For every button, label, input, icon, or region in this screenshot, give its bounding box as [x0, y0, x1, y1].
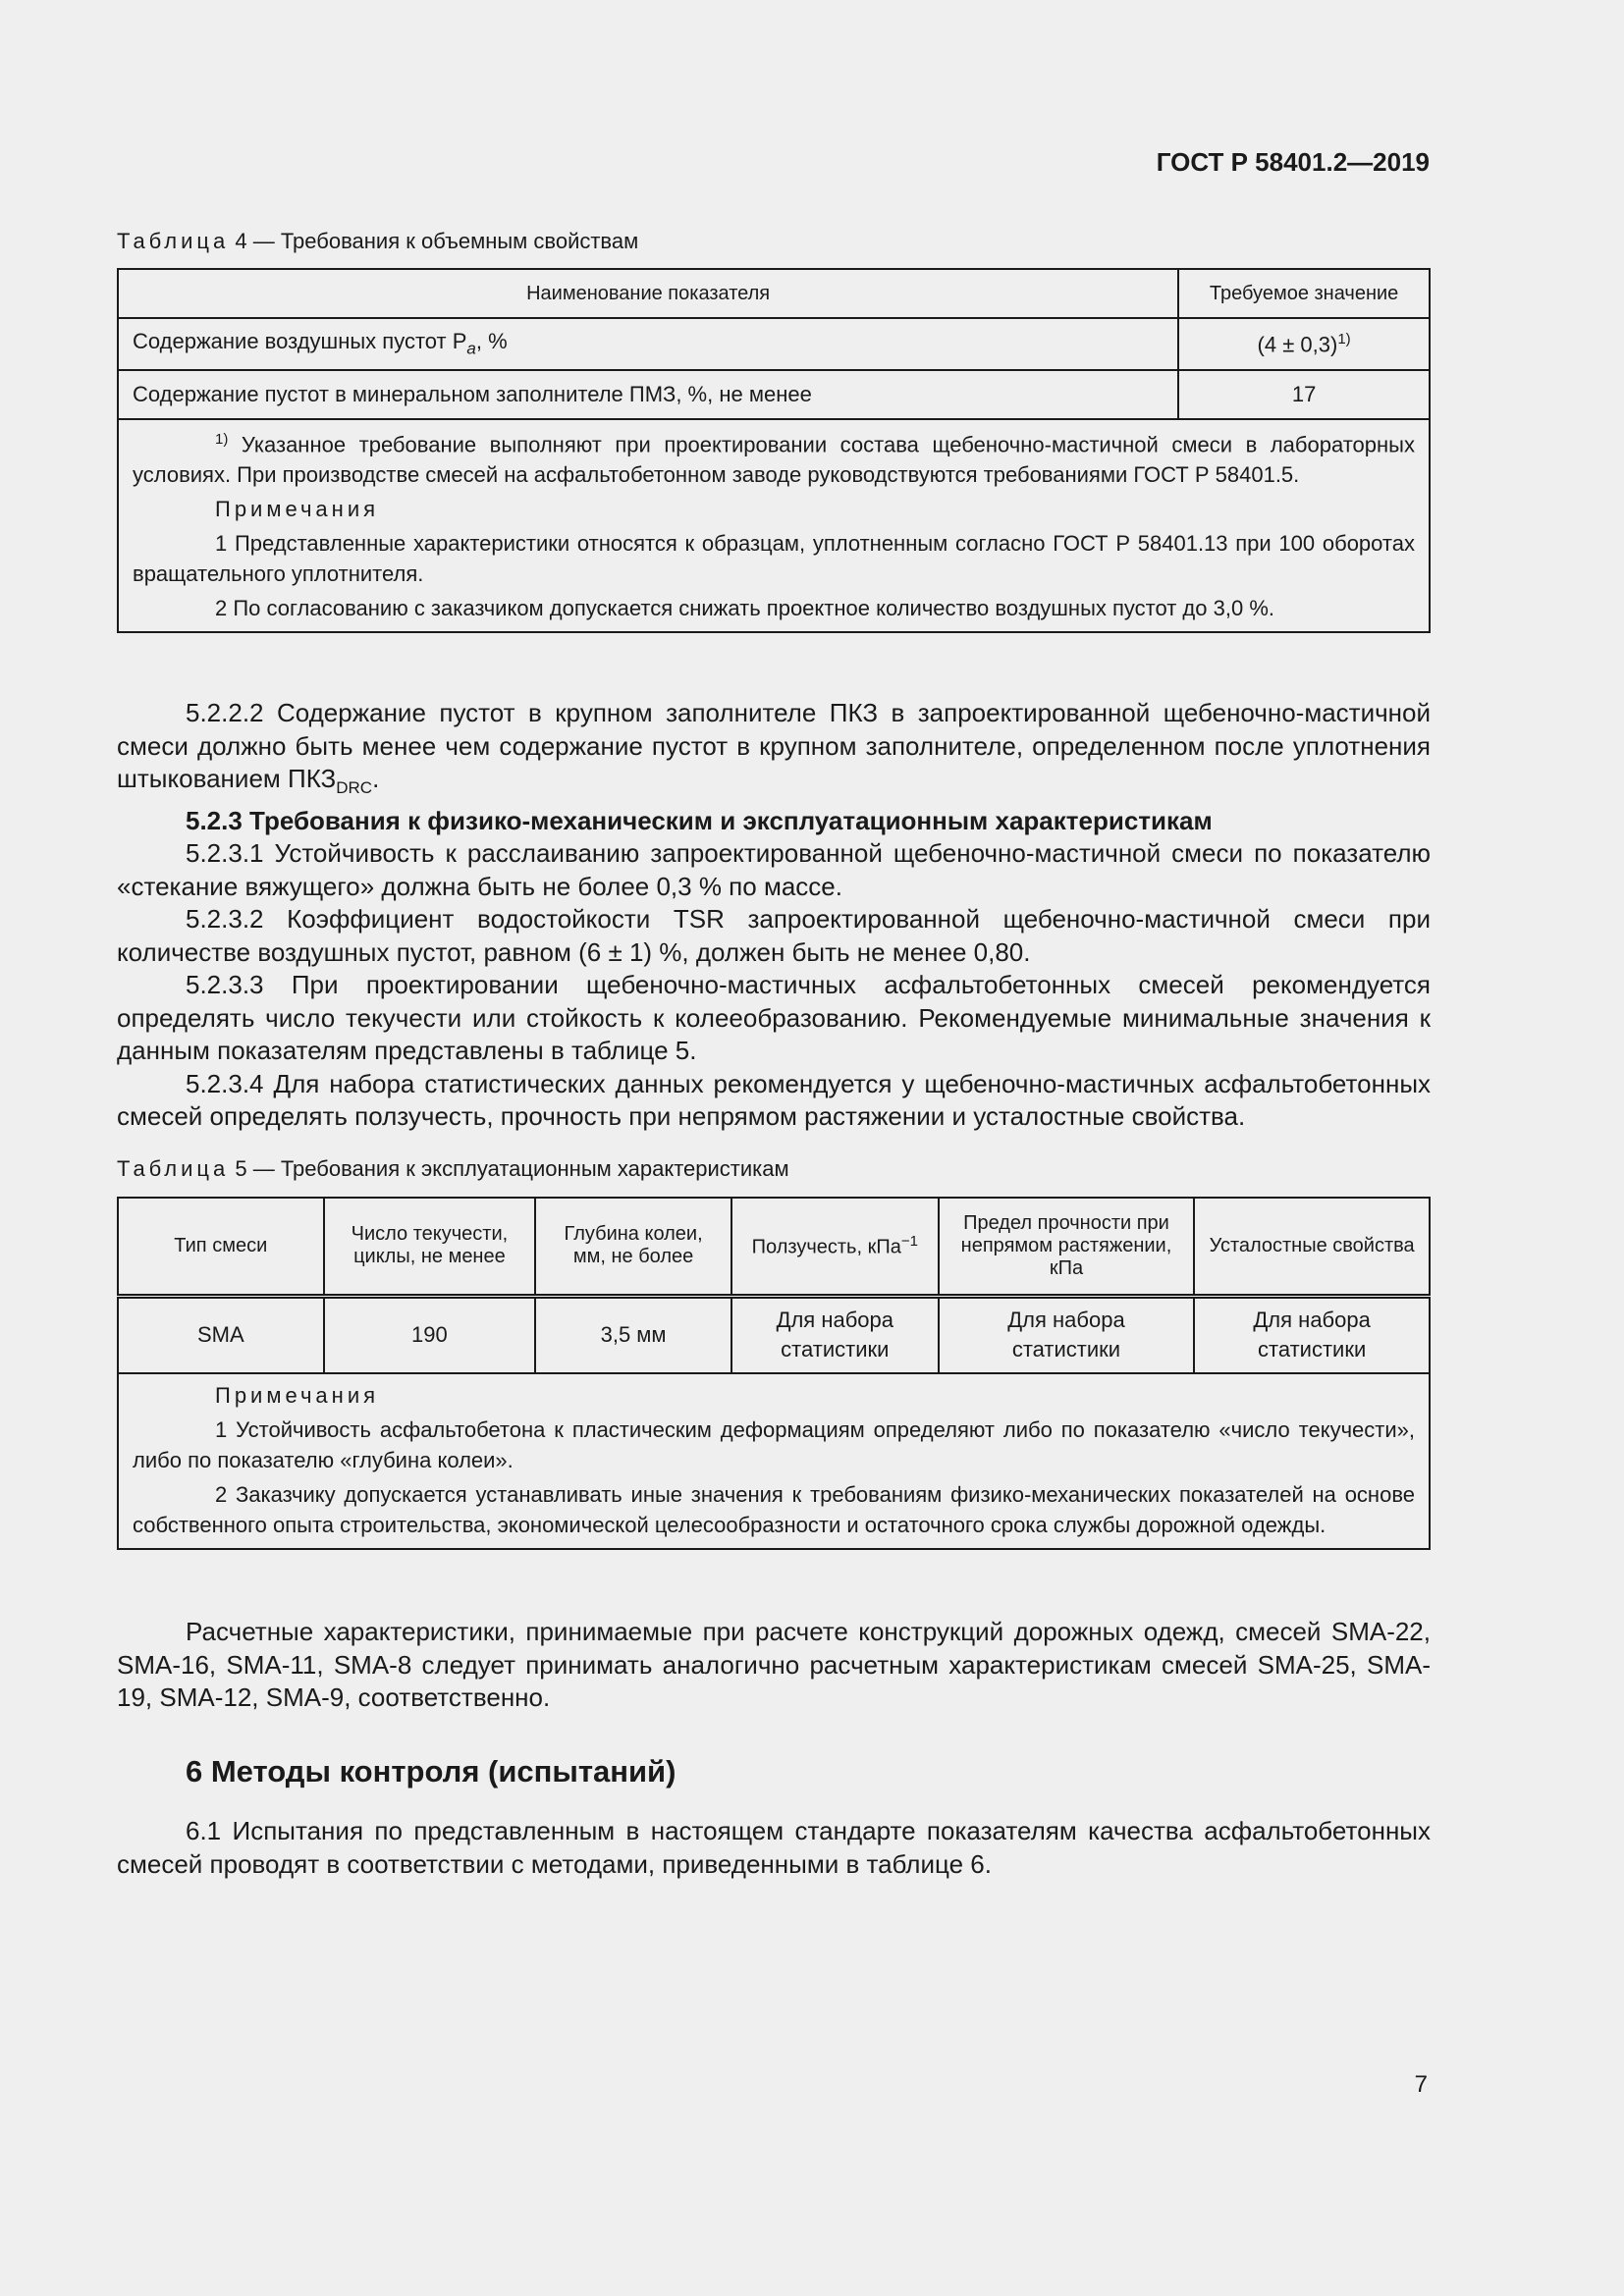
- table4-cell-name: Содержание воздушных пустот $P_a$, %: [118, 318, 1178, 370]
- paragraph-5-2-3-3: 5.2.3.3 При проектировании щебеночно-мастичных асфальтобетонных смесей рекомендуется определять число текучести или стойкость к колееобразованию. Рекомендуемые минимальные значения к данным показателям представлены в таблице 5.: [117, 970, 1431, 1066]
- paragraph-5-2-3-2: 5.2.3.2 Коэффициент водостойкости TSR запроектированной щебеночно-мастичной смеси при количестве воздушных пустот, равном (6 ± 1) %, должен быть не менее 0,80.: [117, 904, 1431, 967]
- paragraph-5-2-3-4: 5.2.3.4 Для набора статистических данных рекомендуется у щебеночно-мастичных асфальтобетонных смесей определять ползучесть, прочность при непрямом растяжении и усталостные свойства.: [117, 1068, 1431, 1132]
- table4: [117, 268, 1431, 633]
- table5-note-2: 2 Заказчику допускается устанавливать иные значения к требованиям физико-механических показателей на основе собственного опыта строительства, экономической целесообразности и остаточного срока службы дорожной одежды.: [133, 1482, 1415, 1537]
- table5-cell: 190: [324, 1296, 536, 1373]
- document-code: ГОСТ Р 58401.2—2019: [1156, 147, 1430, 177]
- paragraph-5-2-2-2: 5.2.2.2 Содержание пустот в крупном заполнителе ПКЗ в запроектированной щебеночно-мастичной смеси должно быть менее чем содержание пустот в крупном заполнителе, определенном после уплотнения штыкованием $ПКЗ_{DRC}$.: [117, 698, 1431, 798]
- table5-header-creep: Ползучесть, кПа$^{-1}$: [731, 1198, 939, 1296]
- table5-header-strength: Предел прочности при непрямом растяжении, кПа: [939, 1198, 1195, 1296]
- table4-cell-value: $(4 \pm 0,3)^{1)}$: [1178, 318, 1430, 370]
- table5-header-flow: Число текучести, циклы, не менее: [324, 1198, 536, 1296]
- table-row: [118, 318, 1430, 370]
- body-section-1: [117, 697, 1431, 1134]
- table5-header-rut: Глубина колеи, мм, не более: [535, 1198, 731, 1296]
- table4-header-value: Требуемое значение: [1178, 269, 1430, 318]
- paragraph-design-characteristics: Расчетные характеристики, принимаемые при расчете конструкций дорожных одежд, смесей SMA-22, SMA-16, SMA-11, SMA-8 следует принимать аналогично расчетным характеристикам смесей SMA-25, SMA-19, SMA-12, SMA-9, соответственно.: [117, 1617, 1431, 1712]
- page-number: 7: [1414, 2071, 1428, 2098]
- body-section-2: [117, 1616, 1431, 1715]
- table-row: [118, 1296, 1430, 1373]
- table5-cell: Для набора статистики: [1194, 1296, 1430, 1373]
- table5-header-type: Тип смеси: [118, 1198, 324, 1296]
- table4-note-1: 1 Представленные характеристики относятся к образцам, уплотненным согласно ГОСТ Р 58401.13 при 100 оборотах вращательного уплотнителя.: [133, 531, 1415, 587]
- table5-cell: Для набора статистики: [939, 1296, 1195, 1373]
- table5-note-1: 1 Устойчивость асфальтобетона к пластическим деформациям определяют либо по показателю «число текучести», либо по показателю «глубина колеи».: [133, 1417, 1415, 1472]
- table5-header-fatigue: Усталостные свойства: [1194, 1198, 1430, 1296]
- table5-notes: [118, 1373, 1430, 1549]
- table5: [117, 1197, 1431, 1550]
- paragraph-6-1: 6.1 Испытания по представленным в настоящем стандарте показателям качества асфальтобетонных смесей проводят в соответствии с методами, приведенными в таблице 6.: [117, 1816, 1431, 1879]
- table4-notes-title: Примечания: [215, 497, 380, 522]
- table4-cell-value: 17: [1178, 370, 1430, 419]
- paragraph-5-2-3-1: 5.2.3.1 Устойчивость к расслаиванию запроектированной щебеночно-мастичной смеси по показателю «стекание вяжущего» должна быть не более 0,3 % по массе.: [117, 838, 1431, 901]
- table4-cell-name: Содержание пустот в минеральном заполнителе ПМЗ, %, не менее: [118, 370, 1178, 419]
- body-section-3: [117, 1815, 1431, 1881]
- table-row: [118, 370, 1430, 419]
- table4-header-name: Наименование показателя: [118, 269, 1178, 318]
- table5-caption: Таблица 5 — Требования к эксплуатационным характеристикам: [117, 1156, 789, 1181]
- table4-footnote: $^{1)}$ Указанное требование выполняют при проектировании состава щебеночно-мастичной смеси в лабораторных условиях. При производстве смесей на асфальтобетонном заводе руководствуются требованиями ГОСТ Р 58401.5.: [133, 431, 1415, 488]
- table4-caption: Таблица 4 — Требования к объемным свойствам: [117, 229, 639, 253]
- section-6-title: 6 Методы контроля (испытаний): [186, 1754, 677, 1789]
- table5-cell: SMA: [118, 1296, 324, 1373]
- table4-note-2: 2 По согласованию с заказчиком допускается снижать проектное количество воздушных пустот до 3,0 %.: [215, 596, 1274, 621]
- heading-5-2-3: 5.2.3 Требования к физико-механическим и эксплуатационным характеристикам: [186, 805, 1213, 835]
- table5-notes-title: Примечания: [215, 1383, 380, 1408]
- table5-cell: Для набора статистики: [731, 1296, 939, 1373]
- table4-footnotes: [118, 419, 1430, 632]
- table5-cell: 3,5 мм: [535, 1296, 731, 1373]
